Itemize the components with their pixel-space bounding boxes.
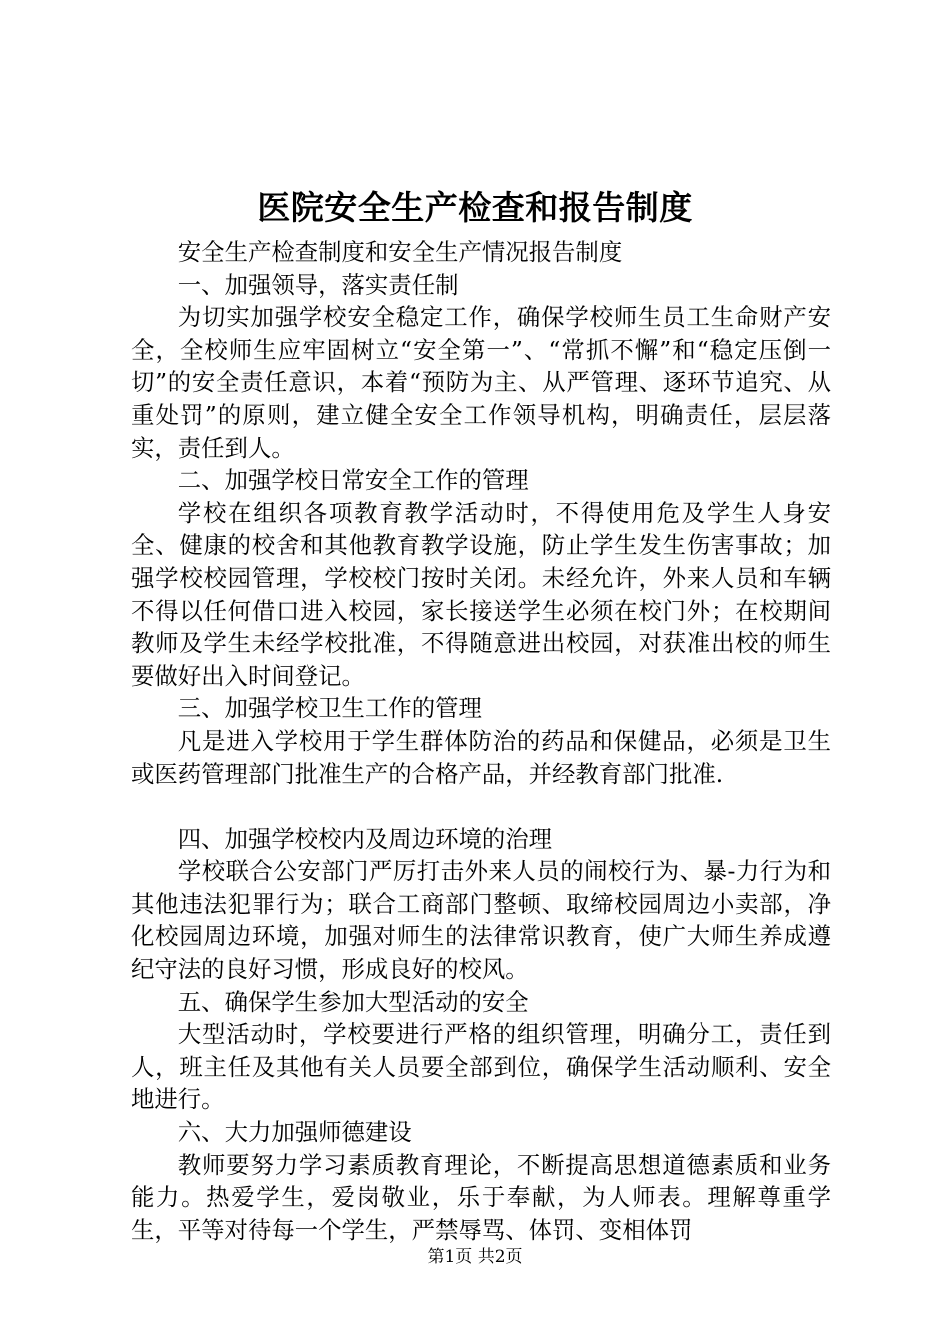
section-text-2: 学校在组织各项教育教学活动时，不得使用危及学生人身安全、健康的校舍和其他教育教学设施，防止学生发生伤害事故；加强学校校园管理，学校校门按时关闭。未经允许，外来人员和车辆不得以任何借口进入校园，家长接送学生必须在校门外；在校期间教师及学生未经学校批准，不得随意进出校园，对获准出校的师生要做好出入时间登记。	[131, 498, 831, 690]
section-heading-5: 五、确保学生参加大型活动的安全	[177, 987, 529, 1016]
page-number-footer: 第1页 共2页	[427, 1247, 523, 1267]
section-heading-1: 一、加强领导，落实责任制	[177, 270, 459, 299]
paragraph-gap	[131, 790, 831, 823]
section-heading-6: 六、大力加强师德建设	[177, 1118, 412, 1147]
section-text-5: 大型活动时，学校要进行严格的组织管理，明确分工，责任到人，班主任及其他有关人员要全部到位，确保学生活动顺利、安全地进行。	[131, 1020, 831, 1114]
section-text-3: 凡是进入学校用于学生群体防治的药品和保健品，必须是卫生或医药管理部门批准生产的合格产品，并经教育部门批准.	[131, 726, 831, 788]
section-heading-4: 四、加强学校校内及周边环境的治理	[177, 824, 553, 853]
document-body	[131, 236, 831, 1246]
section-text-1: 为切实加强学校安全稳定工作，确保学校师生员工生命财产安全，全校师生应牢固树立“安全第一”、“常抓不懈”和“稳定压倒一切”的安全责任意识，本着“预防为主、从严管理、逐环节追究、从重处罚”的原则，建立健全安全工作领导机构，明确责任，层层落实，责任到人。	[131, 303, 831, 462]
section-heading-2: 二、加强学校日常安全工作的管理	[177, 466, 529, 495]
document-subtitle: 安全生产检查制度和安全生产情况报告制度	[177, 238, 623, 266]
document-title: 医院安全生产检查和报告制度	[257, 188, 693, 227]
section-heading-3: 三、加强学校卫生工作的管理	[177, 694, 482, 723]
section-text-4: 学校联合公安部门严厉打击外来人员的闹校行为、暴-力行为和其他违法犯罪行为；联合工商部门整顿、取缔校园周边小卖部，净化校园周边环境，加强对师生的法律常识教育，使广大师生养成遵纪守法的良好习惯，形成良好的校风。	[131, 857, 831, 984]
section-text-6: 教师要努力学习素质教育理论，不断提高思想道德素质和业务能力。热爱学生，爱岗敬业，乐于奉献，为人师表。理解尊重学生，平等对待每一个学生，严禁辱骂、体罚、变相体罚	[131, 1150, 831, 1244]
